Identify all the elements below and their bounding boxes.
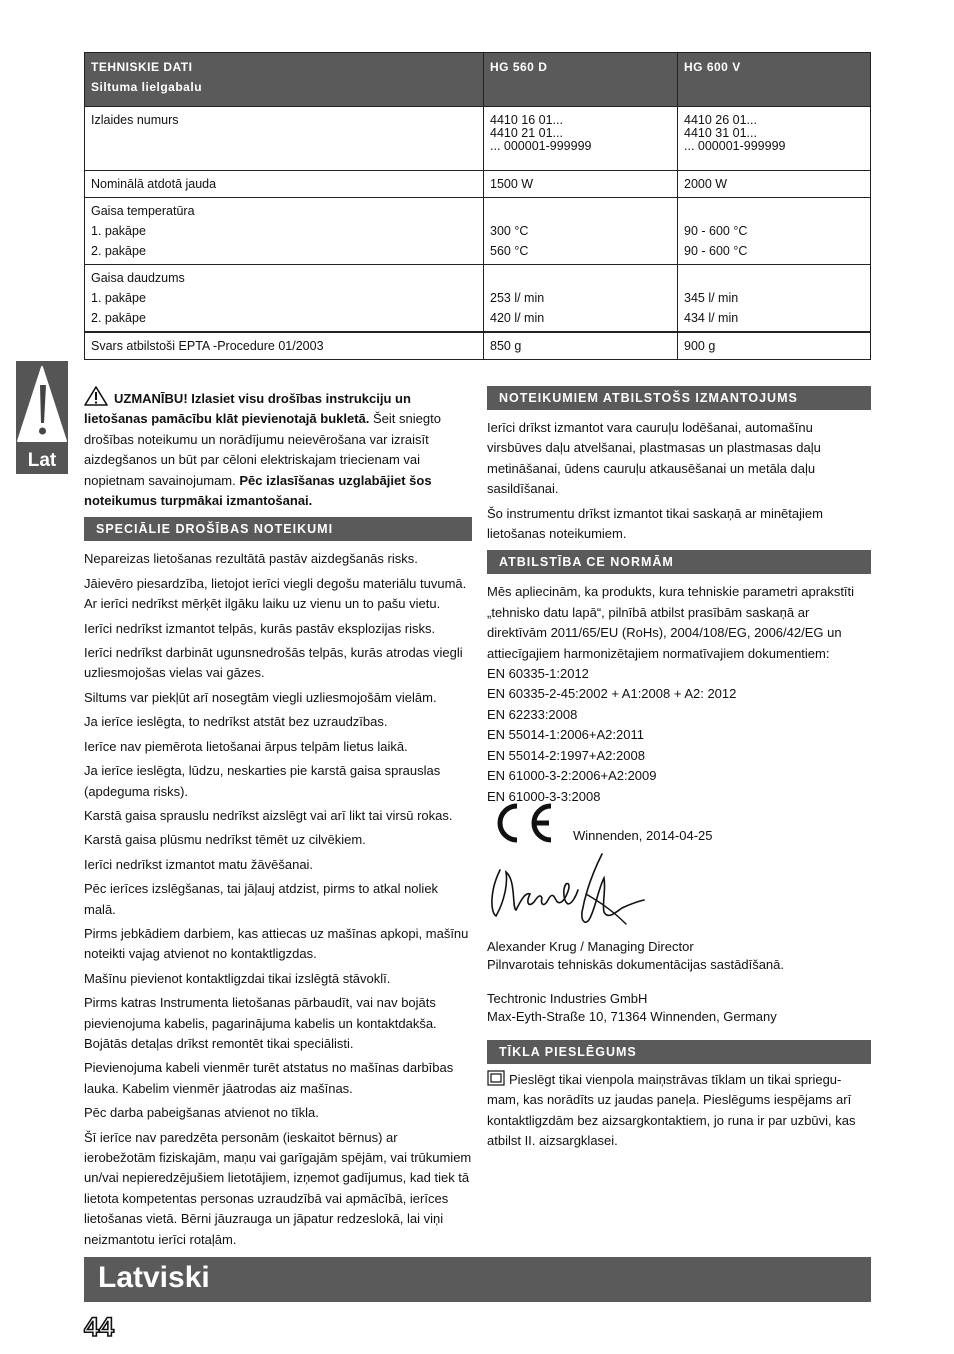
cell-text: Nominālā atdotā jauda — [91, 177, 217, 191]
language-title: Latviski — [98, 1261, 210, 1294]
row-label — [85, 265, 484, 333]
cell-text: 253 l/ min — [490, 291, 545, 305]
ce-intro-text: Mēs apliecinām, ka produkts, kura tehniskie parametri aprakstīti „tehnisko datu lapā“, pilnībā atbilst prasībām saskaņā ar direktīvām 2011/65/EU (RoHs), 2004/108/EG, 2006/42/EG un attiecīgajiem harmonizētajiem normatīvajiem dokumentiem: — [487, 584, 855, 661]
standard-item: EN 62233:2008 — [487, 706, 578, 722]
technical-data-table — [84, 52, 871, 360]
cell-text: 1500 W — [490, 177, 534, 191]
cell-text: 850 g — [490, 339, 522, 353]
protection-class-ii-icon — [487, 1070, 505, 1086]
cell-text — [684, 201, 864, 221]
cell-text — [684, 268, 864, 288]
list-item: Ja ierīce ieslēgta, to nedrīkst atstāt bez uzraudzības. — [84, 714, 388, 730]
cell-text: 4410 16 01... — [490, 113, 563, 127]
list-item: Nepareizas lietošanas rezultātā pastāv aizdegšanās risks. — [84, 551, 418, 567]
list-item: Šī ierīce nav paredzēta personām (ieskaitot bērnus) ar ierobežotām fiziskajām, maņu vai garīgajām spējām, vai trūkumiem un/vai nepieredzējušiem lietotājiem, izņemot gadījumus, kad tiek tā lietota kompetentas personas uzraudzībā vai apmācībā, ierīces lietošanas vietā. Bērni jāuzrauga un jāpatur redzeslokā, lai viņi neizmantotu ierīci rotaļām. — [84, 1129, 472, 1247]
cell-text: 420 l/ min — [490, 311, 545, 325]
signature-block — [487, 938, 871, 1156]
warning-icon — [16, 361, 68, 451]
row-value-2 — [678, 171, 871, 198]
left-column — [84, 386, 472, 1254]
signer-role: Pilnvarotais tehniskās dokumentācijas sastādīšanā. — [487, 957, 784, 972]
cell-text: 300 °C — [490, 224, 529, 238]
special-safety-list — [84, 549, 472, 1250]
warning-triangle-icon — [84, 386, 108, 406]
mains-connection-text: Pieslēgt tikai vienpola maiņstrāvas tīklam un tikai spriegu-mam, kas norādīts uz jaudas paneļa. Pieslēgums iespējams arī kontaktligzdām bez aizsargkontaktiem, jo runa ir par uzbūvi, kas atbilst II. aizsargklasei. — [487, 1072, 856, 1149]
table-header-row — [85, 53, 871, 107]
cell-text: 90 - 600 °C — [684, 224, 748, 238]
cell-text: 1. pakāpe — [91, 224, 146, 238]
list-item: Pirms jebkādiem darbiem, kas attiecas uz mašīnas apkopi, mašīnu noteikti vajag atvienot no kontaktligzdas. — [84, 925, 469, 962]
cell-text: ... 000001-999999 — [490, 139, 592, 153]
table-row — [85, 265, 871, 333]
cell-text — [490, 268, 671, 288]
cell-text: ... 000001-999999 — [684, 139, 786, 153]
standard-item: EN 60335-1:2012 — [487, 666, 589, 682]
list-item: Karstā gaisa plūsmu nedrīkst tēmēt uz cilvēkiem. — [84, 832, 366, 848]
row-value-1 — [484, 171, 678, 198]
mains-connection-heading: TĪKLA PIESLĒGUMS — [487, 1040, 871, 1064]
table-row — [85, 332, 871, 360]
header-cell-specs — [85, 53, 484, 107]
list-item: Ja ierīce ieslēgta, lūdzu, neskarties pie karstā gaisa sprauslas (apdeguma risks). — [84, 763, 441, 799]
list-item: Pēc ierīces izslēgšanas, tai jāļauj atdzist, pirms to atkal noliek malā. — [84, 881, 439, 917]
list-item: Ierīci nedrīkst darbināt ugunsnedrošās telpās, kurās atrodas viegli uzliesmojošas vielas vai gāzes. — [84, 645, 463, 681]
list-item: Ierīci nedrīkst izmantot matu žāvēšanai. — [84, 856, 314, 872]
list-item: Pievienojuma kabeli vienmēr turēt atstatus no mašīnas darbības lauka. Kabelim vienmēr jāatrodas aiz mašīnas. — [84, 1060, 454, 1096]
declaration-place-date: Winnenden, 2014-04-25 — [573, 828, 713, 843]
right-column — [487, 386, 871, 807]
header-subtitle: Siltuma lielgabalu — [91, 80, 203, 94]
ce-conformity-heading: ATBILSTĪBA CE NORMĀM — [487, 550, 871, 574]
cell-text: 90 - 600 °C — [684, 244, 748, 258]
row-value-2 — [678, 107, 871, 171]
list-item: Jāievēro piesardzība, lietojot ierīci viegli degošu materiālu tuvumā. Ar ierīci nedrīkst mērķēt ilgāku laiku uz vienu un to pašu vietu. — [84, 575, 467, 612]
standard-item: EN 60335-2-45:2002 + A1:2008 + A2: 2012 — [487, 686, 737, 702]
special-safety-heading: SPECIĀLIE DROŠĪBAS NOTEIKUMI — [84, 517, 472, 541]
list-item: Mašīnu pievienot kontaktligzdai tikai izslēgtā stāvoklī. — [84, 970, 391, 986]
cell-text: 4410 21 01... — [490, 126, 563, 140]
table-row — [85, 171, 871, 198]
list-item: Ierīce nav piemērota lietošanai ārpus telpām lietus laikā. — [84, 738, 408, 754]
list-item: Ierīci nedrīkst izmantot telpās, kurās pastāv eksplozijas risks. — [84, 620, 436, 636]
language-side-tab — [16, 361, 68, 474]
row-value-2 — [678, 332, 871, 360]
standards-list — [487, 664, 871, 807]
standard-item: EN 55014-1:2006+A2:2011 — [487, 727, 644, 743]
row-label — [85, 198, 484, 265]
standard-item: EN 61000-3-2:2006+A2:2009 — [487, 768, 657, 784]
warning-text: Šeit sniegto drošības noteikumu un norādījumu neievērošana var izraisīt aizdegšanos un būt par cēloni elektriskajam triecienam vai nopietnam savainojumam. — [84, 411, 441, 488]
warning-bold-text: UZMANĪBU! Izlasiet visu drošības instrukciju un lietošanas pamācību klāt pievienotajā bukletā. — [84, 391, 411, 427]
standard-item: EN 61000-3-3:2008 — [487, 788, 601, 804]
row-value-2 — [678, 265, 871, 333]
warning-bold-keep: Pēc izlasīšanas uzglabājiet šos noteikumus turpmākai izmantošanai. — [84, 472, 432, 509]
company-name: Techtronic Industries GmbH — [487, 991, 648, 1006]
cell-text: 1. pakāpe — [91, 291, 146, 305]
cell-text: 345 l/ min — [684, 291, 739, 305]
row-label — [85, 107, 484, 171]
mains-connection-paragraph — [487, 1070, 871, 1152]
list-item: Pirms katras Instrumenta lietošanas pārbaudīt, vai nav bojāts pievienojuma kabelis, pagarinājuma kabelis un kontaktdakša. Bojātās detaļas drīkst remontēt tikai speciālisti. — [84, 995, 437, 1051]
header-title: TEHNISKIE DATI — [91, 60, 193, 74]
cell-text: Gaisa temperatūra — [91, 204, 195, 218]
signer-name: Alexander Krug / Managing Director — [487, 939, 694, 954]
signature-icon — [486, 850, 651, 935]
row-value-2 — [678, 198, 871, 265]
row-value-1 — [484, 198, 678, 265]
language-footer-bar — [84, 1257, 871, 1302]
table-row — [85, 107, 871, 171]
cell-text: 2. pakāpe — [91, 244, 146, 258]
row-value-1 — [484, 332, 678, 360]
cell-text: 2000 W — [684, 177, 728, 191]
header-cell-model-2: HG 600 V — [678, 53, 871, 107]
intended-use-text: Šo instrumentu drīkst izmantot tikai saskaņā ar minētajiem lietošanas noteikumiem. — [487, 505, 823, 542]
header-cell-model-1: HG 560 D — [484, 53, 678, 107]
row-label — [85, 332, 484, 360]
cell-text — [490, 201, 671, 221]
cell-text: 4410 31 01... — [684, 126, 757, 140]
side-tab-label: Lat — [27, 450, 57, 471]
warning-paragraph — [84, 386, 472, 511]
cell-text: 900 g — [684, 339, 716, 353]
row-value-1 — [484, 265, 678, 333]
cell-text: Svars atbilstoši EPTA -Procedure 01/2003 — [91, 339, 324, 353]
cell-text: 560 °C — [490, 244, 529, 258]
intended-use-text: Ierīci drīkst izmantot vara cauruļu lodēšanai, automašīnu virsbūves daļu atvelšanai, plastmasas un plastmasas daļu metināšanai, ūdens cauruļu atkausēšanai un metāla daļu sasildīšanai. — [487, 420, 821, 497]
table-row — [85, 198, 871, 265]
ce-mark-icon — [489, 800, 555, 846]
company-address: Max-Eyth-Straße 10, 71364 Winnenden, Germany — [487, 1009, 777, 1024]
cell-text: 2. pakāpe — [91, 311, 146, 325]
row-label — [85, 171, 484, 198]
intended-use-heading: NOTEIKUMIEM ATBILSTOŠS IZMANTOJUMS — [487, 386, 871, 410]
row-value-1 — [484, 107, 678, 171]
list-item: Karstā gaisa sprauslu nedrīkst aizslēgt vai arī likt tai virsū rokas. — [84, 807, 453, 823]
cell-text: 4410 26 01... — [684, 113, 757, 127]
page-number: 44 — [84, 1312, 115, 1342]
list-item: Siltums var piekļūt arī nosegtām viegli uzliesmojošām vielām. — [84, 689, 437, 705]
cell-text: Izlaides numurs — [91, 113, 179, 127]
cell-text: 434 l/ min — [684, 311, 739, 325]
cell-text: Gaisa daudzums — [91, 271, 185, 285]
list-item: Pēc darba pabeigšanas atvienot no tīkla. — [84, 1105, 319, 1121]
standard-item: EN 55014-2:1997+A2:2008 — [487, 747, 645, 763]
